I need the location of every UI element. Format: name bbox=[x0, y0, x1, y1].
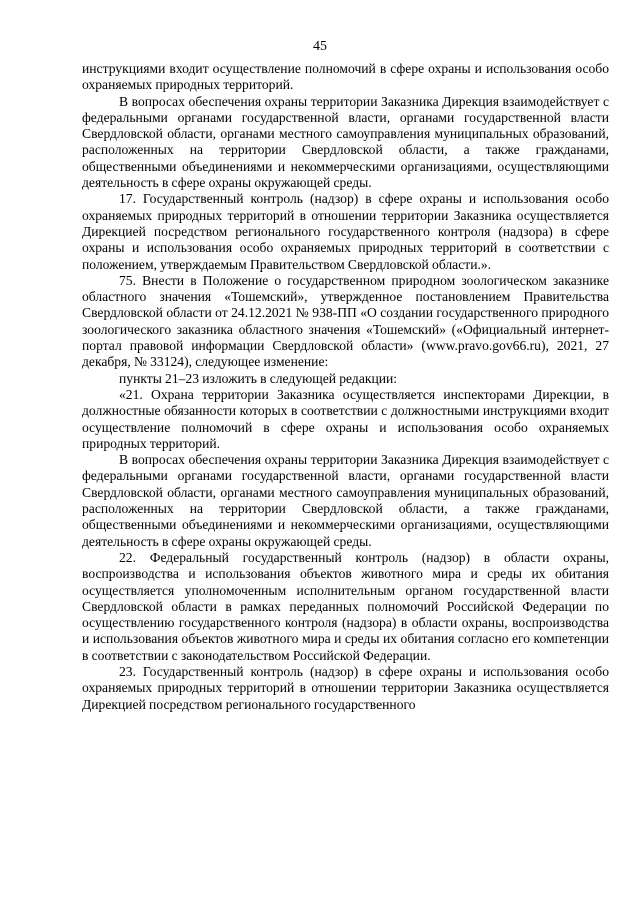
paragraph: 22. Федеральный государственный контроль (надзор) в области охраны, воспроизводства и использования объектов животного мира и среды их обитания осуществляется уполномоченным исполнительным органом государственной власти Свердловской области в рамках переданных полномочий Российской Федерации по осуществлению государственного контроля (надзора) в области охраны, воспроизводства и использования объектов животного мира и среды их обитания согласно его компетенции в соответствии с законодательством Российской Федерации. bbox=[82, 549, 609, 663]
document-body bbox=[82, 61, 609, 713]
page-number: 45 bbox=[313, 39, 327, 54]
paragraph: пункты 21–23 изложить в следующей редакции: bbox=[119, 370, 398, 386]
paragraph: «21. Охрана территории Заказника осуществляется инспекторами Дирекции, в должностные обязанности которых в соответствии с должностными инструкциями входит осуществление полномочий в сфере охраны и использования особо охраняемых природных территорий. bbox=[82, 386, 609, 451]
paragraph: В вопросах обеспечения охраны территории Заказника Дирекция взаимодействует с федеральными органами государственной власти, органами государственной власти Свердловской области, органами местного самоуправления муниципальных образований, расположенных на территории Свердловской области, а также гражданами, общественными объединениями и некоммерческими организациями, осуществляющими деятельность в сфере охраны окружающей среды. bbox=[82, 452, 609, 549]
paragraph: В вопросах обеспечения охраны территории Заказника Дирекция взаимодействует с федеральными органами государственной власти, органами государственной власти Свердловской области, органами местного самоуправления муниципальных образований, расположенных на территории Свердловской области, а также гражданами, общественными объединениями и некоммерческими организациями, осуществляющими деятельность в сфере охраны окружающей среды. bbox=[82, 93, 609, 191]
paragraph: 23. Государственный контроль (надзор) в сфере охраны и использования особо охраняемых природных территорий в отношении территории Заказника осуществляется Дирекцией посредством регионального государственного bbox=[82, 663, 609, 712]
paragraph: 75. Внести в Положение о государственном природном зоологическом заказнике областного значения «Тошемский», утвержденное постановлением Правительства Свердловской области от 24.12.2021 № 938-ПП «О создании государственного природного зоологического заказника областного значения «Тошемский» («Официальный интернет-портал правовой информации Свердловской области» (www.pravo.gov66.ru), 2021, 27 декабря, № 33124), следующее изменение: bbox=[82, 272, 609, 370]
paragraph: инструкциями входит осуществление полномочий в сфере охраны и использования особо охраняемых природных территорий. bbox=[82, 61, 609, 93]
paragraph: 17. Государственный контроль (надзор) в сфере охраны и использования особо охраняемых природных территорий в отношении территории Заказника осуществляется Дирекцией посредством регионального государственного контроля (надзора) в сфере охраны и использования особо охраняемых природных территорий в соответствии с положением, утверждаемым Правительством Свердловской области.». bbox=[82, 191, 609, 272]
